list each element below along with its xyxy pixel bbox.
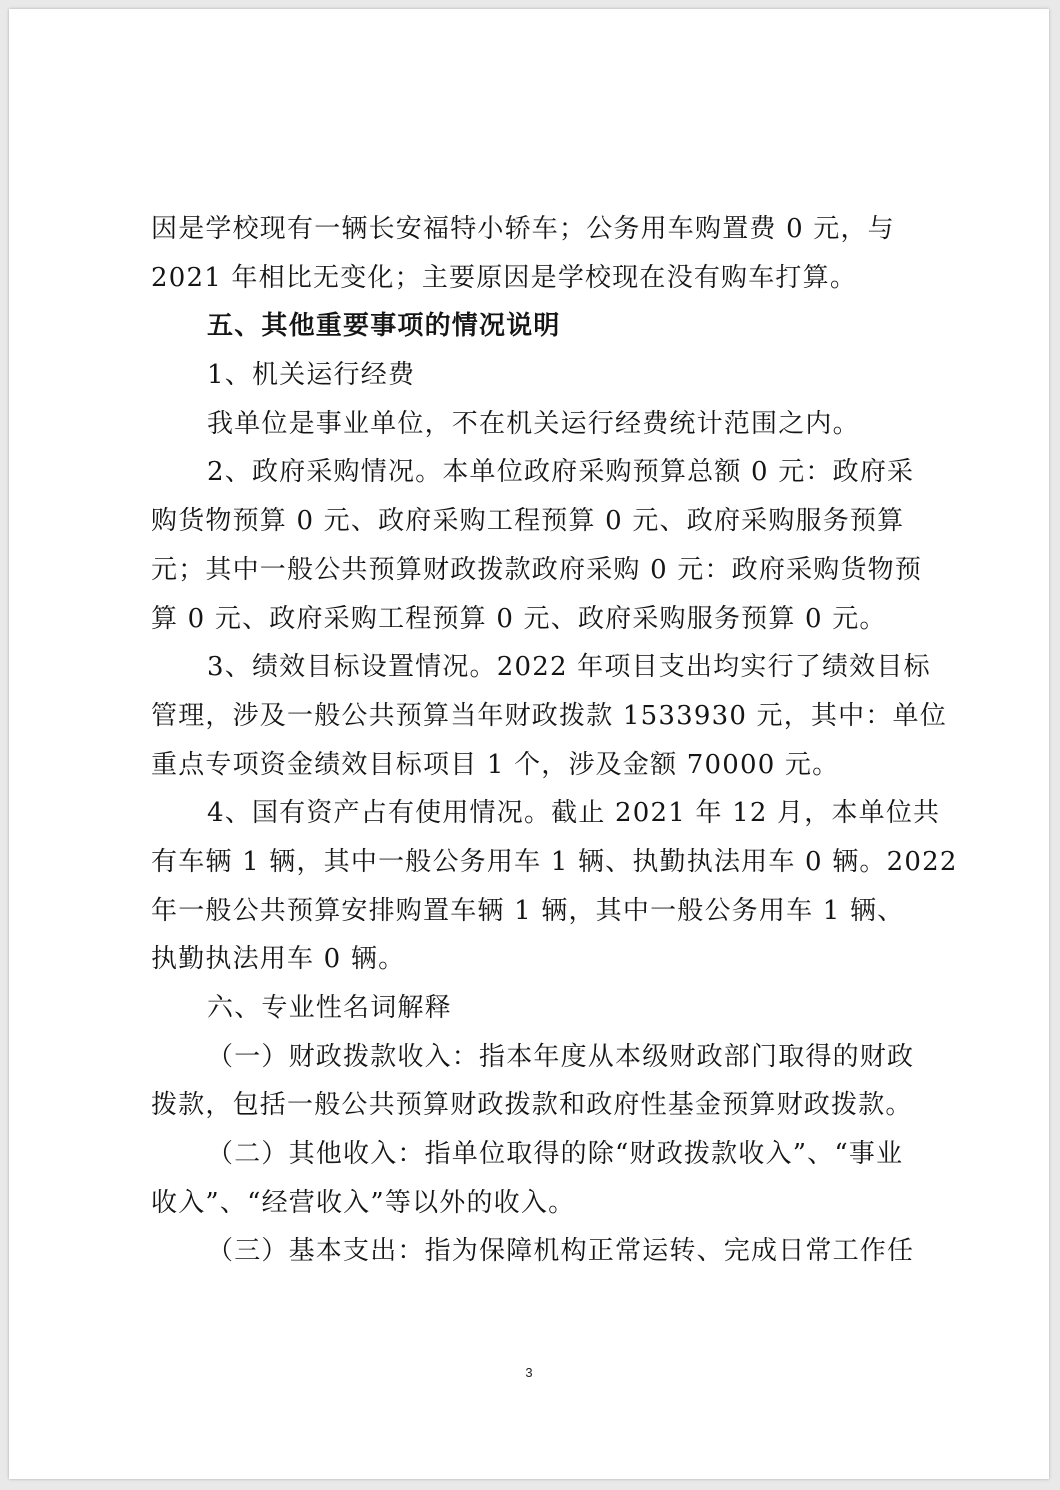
text-line: 购货物预算 0 元、政府采购工程预算 0 元、政府采购服务预算 <box>151 506 905 537</box>
text-line: 2021 年相比无变化；主要原因是学校现在没有购车打算。 <box>151 262 858 293</box>
text-line: 2、政府采购情况。本单位政府采购预算总额 0 元：政府采 <box>207 457 915 488</box>
text-line: （一）财政拨款收入：指本年度从本级财政部门取得的财政 <box>207 1041 915 1072</box>
text-line: （三）基本支出：指为保障机构正常运转、完成日常工作任 <box>207 1236 915 1267</box>
text-line: 收入”、“经营收入”等以外的收入。 <box>151 1187 576 1218</box>
text-line: 执勤执法用车 0 辆。 <box>151 944 406 975</box>
text-line: 算 0 元、政府采购工程预算 0 元、政府采购服务预算 0 元。 <box>151 603 887 634</box>
text-line: （二）其他收入：指单位取得的除“财政拨款收入”、“事业 <box>207 1139 904 1170</box>
text-line: 拨款，包括一般公共预算财政拨款和政府性基金预算财政拨款。 <box>151 1090 913 1121</box>
document-page <box>9 9 1049 1479</box>
document-body <box>151 205 958 1276</box>
text-line: 3、绩效目标设置情况。2022 年项目支出均实行了绩效目标 <box>207 652 931 683</box>
text-line: 元；其中一般公共预算财政拨款政府采购 0 元：政府采购货物预 <box>151 554 923 585</box>
text-line: 管理，涉及一般公共预算当年财政拨款 1533930 元，其中：单位 <box>151 700 947 731</box>
page-number: 3 <box>525 1365 533 1380</box>
text-line: 因是学校现有一辆长安福特小轿车；公务用车购置费 0 元，与 <box>151 214 895 244</box>
section-heading: 五、其他重要事项的情况说明 <box>207 311 561 342</box>
text-line: 六、专业性名词解释 <box>207 993 452 1023</box>
text-line: 4、国有资产占有使用情况。截止 2021 年 12 月，本单位共 <box>207 798 941 829</box>
text-line: 重点专项资金绩效目标项目 1 个，涉及金额 70000 元。 <box>151 749 840 780</box>
text-line: 我单位是事业单位，不在机关运行经费统计范围之内。 <box>207 408 860 439</box>
text-line: 年一般公共预算安排购置车辆 1 辆，其中一般公务用车 1 辆、 <box>151 895 905 926</box>
text-line: 有车辆 1 辆，其中一般公务用车 1 辆、执勤执法用车 0 辆。2022 <box>151 846 958 877</box>
text-line: 1、机关运行经费 <box>207 360 416 391</box>
